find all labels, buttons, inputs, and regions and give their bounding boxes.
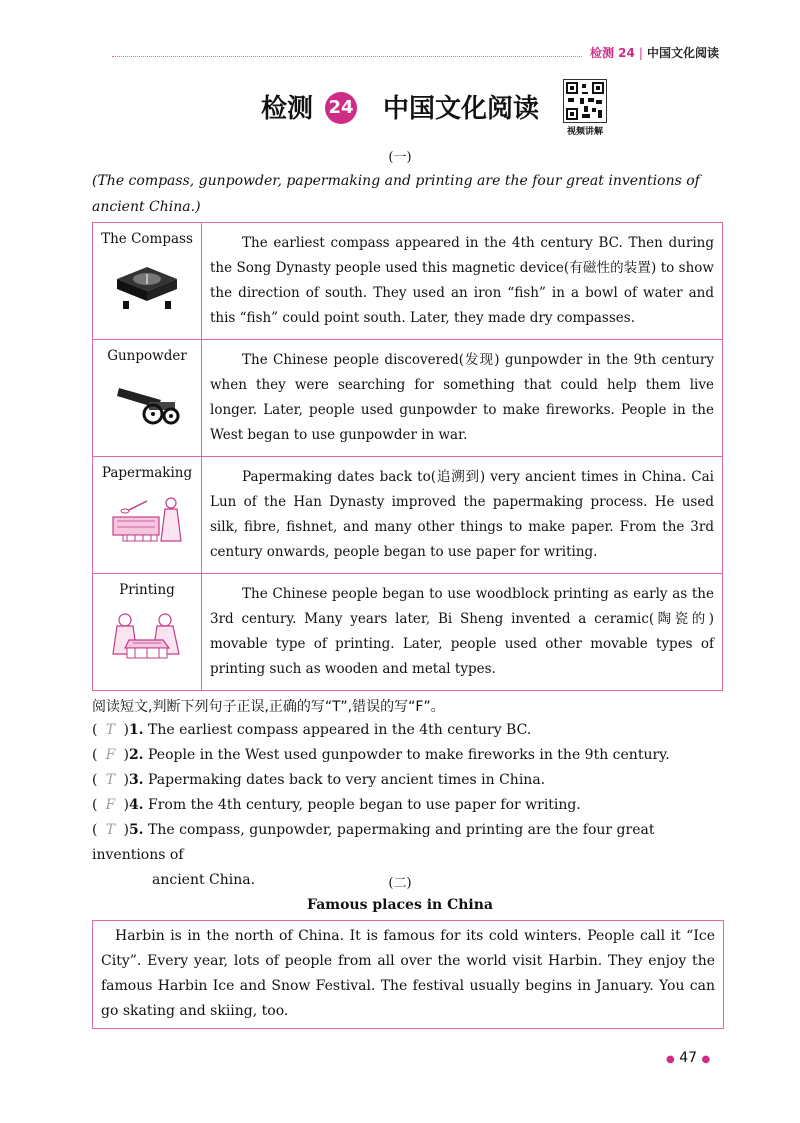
- instruction-text: 阅读短文,判断下列句子正误,正确的写“T”,错误的写“F”。: [92, 699, 445, 715]
- question-number: 3.: [128, 772, 144, 788]
- question-text: People in the West used gunpowder to make fireworks in the 9th century.: [148, 747, 670, 763]
- row-desc-cell: [202, 340, 723, 457]
- passage-title: Famous places in China: [307, 897, 493, 913]
- question-item: ( T )1. The earliest compass appeared in the 4th century BC.: [92, 718, 724, 743]
- question-number: 1.: [128, 722, 144, 738]
- question-number: 2.: [128, 747, 144, 763]
- papermaking-icon: [107, 491, 187, 547]
- compass-icon: [109, 257, 185, 311]
- intro-text: (The compass, gunpowder, papermaking and printing are the four great inventions of ancient China.): [92, 173, 700, 215]
- question-number: 4.: [128, 797, 144, 813]
- page-title: [0, 88, 800, 128]
- row-name-cell: [93, 223, 202, 340]
- question-text: Papermaking dates back to very ancient times in China.: [148, 772, 546, 788]
- table-row: [93, 340, 723, 457]
- header-dotted-line: [112, 56, 582, 57]
- question-number: 5.: [128, 822, 144, 838]
- section-two-label: (二): [388, 876, 412, 891]
- row-name-cell: [93, 340, 202, 457]
- dot-icon: ●: [701, 1054, 711, 1065]
- table-row: [93, 457, 723, 574]
- question-item: ( T )5. The compass, gunpowder, papermaking and printing are the four great inventions of ancient China.: [92, 818, 724, 893]
- invention-name: Printing: [119, 582, 175, 598]
- title-badge: 24: [325, 92, 357, 124]
- invention-name: The Compass: [101, 231, 193, 247]
- question-item: ( F )4. From the 4th century, people began to use paper for writing.: [92, 793, 724, 818]
- row-desc-cell: [202, 574, 723, 691]
- page-number: [666, 1050, 710, 1066]
- question-text: From the 4th century, people began to use paper for writing.: [148, 797, 581, 813]
- row-desc-cell: [202, 457, 723, 574]
- answer-slot[interactable]: T: [105, 722, 116, 738]
- invention-description: The earliest compass appeared in the 4th century BC. Then during the Song Dynasty people used this magnetic device(有磁性的装置) to show the direction of south. They used an iron “fish” in a bowl of water and this “fish” could point south. Later, they made dry compasses.: [210, 235, 714, 326]
- header-test-number: 检测 24: [590, 46, 635, 60]
- inventions-table: [92, 222, 723, 691]
- passage-box: [92, 920, 724, 1029]
- invention-name: Gunpowder: [107, 348, 187, 364]
- question-text: The earliest compass appeared in the 4th century BC.: [148, 722, 532, 738]
- qr-code-icon[interactable]: [563, 79, 607, 123]
- page-number-value: 47: [679, 1050, 698, 1066]
- running-header: [590, 44, 719, 61]
- answer-slot[interactable]: T: [105, 822, 116, 838]
- invention-description: The Chinese people began to use woodblock printing as early as the 3rd century. Many years later, Bi Sheng invented a ceramic(陶瓷的) movable type of printing. Later, people used other movable types of printing such as wooden and metal types.: [210, 586, 714, 677]
- header-title: 中国文化阅读: [646, 46, 719, 60]
- answer-slot[interactable]: F: [105, 747, 116, 763]
- invention-description: Papermaking dates back to(追溯到) very ancient times in China. Cai Lun of the Han Dynasty improved the papermaking process. He used silk, fibre, fishnet, and many other things to make paper. From the 3rd century onwards, people began to use paper for writing.: [210, 469, 714, 560]
- qr-label: 视频讲解: [566, 127, 603, 137]
- row-name-cell: [93, 574, 202, 691]
- dot-icon: ●: [666, 1054, 675, 1065]
- question-text-continued: ancient China.: [152, 872, 256, 888]
- answer-slot[interactable]: T: [105, 772, 116, 788]
- table-row: [93, 574, 723, 691]
- section-one-label: (一): [388, 150, 412, 165]
- question-item: ( F )2. People in the West used gunpowder to make fireworks in the 9th century.: [92, 743, 724, 768]
- title-right: 中国文化阅读: [383, 94, 540, 124]
- question-text: The compass, gunpowder, papermaking and printing are the four great inventions of: [92, 822, 655, 863]
- invention-description: The Chinese people discovered(发现) gunpowder in the 9th century when they were searching for something that could help them live longer. Later, people used gunpowder to make fireworks. People in the West began to use gunpowder in war.: [210, 352, 714, 443]
- table-row: [93, 223, 723, 340]
- invention-name: Papermaking: [101, 465, 193, 481]
- answer-slot[interactable]: F: [105, 797, 116, 813]
- title-left: 检测: [260, 94, 313, 124]
- row-name-cell: [93, 457, 202, 574]
- question-item: ( T )3. Papermaking dates back to very ancient times in China.: [92, 768, 724, 793]
- passage-text: Harbin is in the north of China. It is famous for its cold winters. People call it “Ice City”. Every year, lots of people from all over the world visit Harbin. They enjoy the famous Harbin Ice and Snow Festival. The festival usually begins in January. You can go skating and skiing, too.: [101, 928, 715, 1019]
- row-desc-cell: [202, 223, 723, 340]
- cannon-icon: [109, 374, 185, 428]
- printing-icon: [107, 608, 187, 666]
- header-separator: |: [638, 46, 643, 60]
